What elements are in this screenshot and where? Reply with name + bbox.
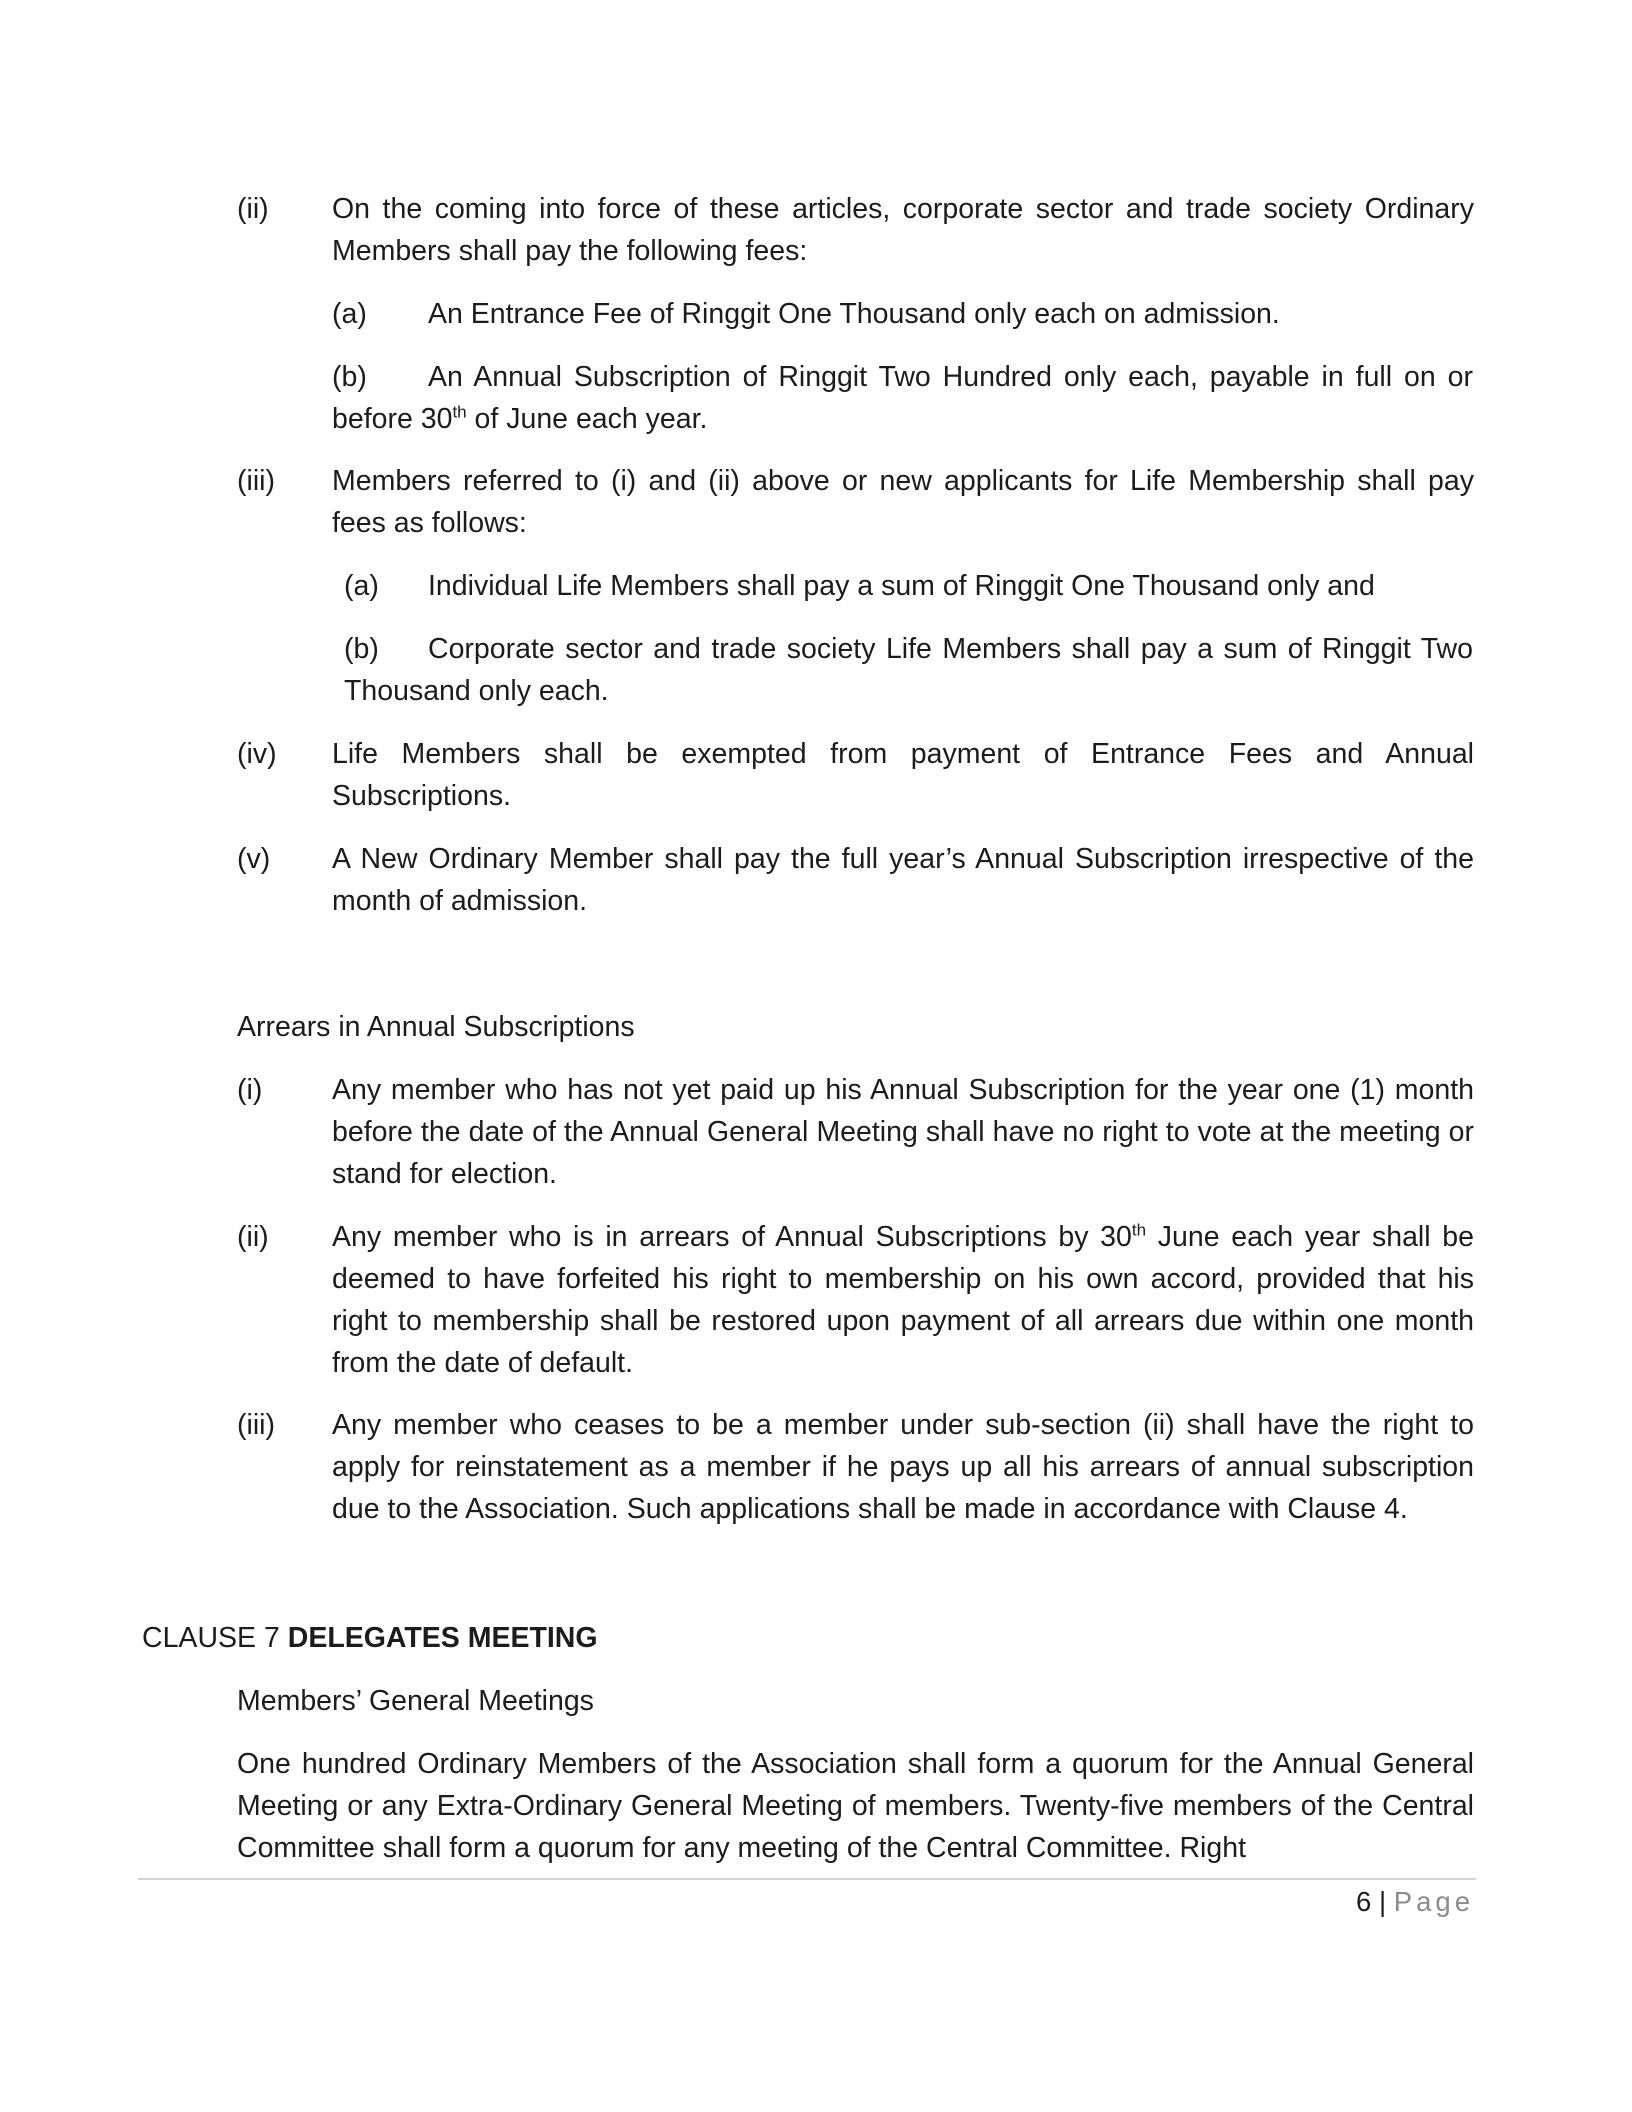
- footer-divider: [138, 1878, 1476, 1880]
- sub-text: Corporate sector and trade society Life Members shall pay a sum of Ringgit Two Thousand only each.: [344, 633, 1473, 707]
- item-marker: (v): [237, 843, 271, 875]
- fees-item-ii-sub-b: [332, 356, 1473, 440]
- footer-separator: |: [1378, 1886, 1387, 1917]
- item-text: Any member who has not yet paid up his Annual Subscription for the year one (1) month before the date of the Annual General Meeting shall have no right to vote at the meeting or stand for election.: [332, 1074, 1474, 1190]
- item-text: Members referred to (i) and (ii) above or new applicants for Life Membership shall pay fees as follows:: [332, 465, 1474, 539]
- sub-text: An Annual Subscription of Ringgit Two Hundred only each, payable in full on or before 30: [332, 361, 1473, 435]
- clause-heading: [142, 1617, 598, 1659]
- fees-item-iii: [237, 460, 1474, 544]
- item-marker: (iv): [237, 738, 277, 770]
- clause-prefix: CLAUSE 7: [142, 1622, 288, 1654]
- section-subheading: Members’ General Meetings: [237, 1685, 594, 1717]
- arrears-item-i: [237, 1069, 1474, 1195]
- fees-item-iii-sub-b: [344, 628, 1473, 712]
- sub-marker: (b): [332, 361, 367, 393]
- page-label: Page: [1393, 1886, 1474, 1917]
- fees-item-v: [237, 838, 1474, 922]
- item-text: A New Ordinary Member shall pay the full year’s Annual Subscription irrespective of the month of admission.: [332, 843, 1474, 917]
- arrears-item-iii: [237, 1404, 1474, 1530]
- item-marker: (ii): [237, 1221, 269, 1253]
- sub-marker: (a): [332, 298, 367, 330]
- quorum-paragraph: One hundred Ordinary Members of the Association shall form a quorum for the Annual General Meeting or any Extra-Ordinary General Meeting of members. Twenty-five members of the Central Committee shall form a quorum for any meeting of the Central Committee. Right: [237, 1748, 1474, 1864]
- sub-marker: (a): [344, 570, 379, 602]
- item-marker: (iii): [237, 465, 275, 497]
- item-marker: (i): [237, 1074, 263, 1106]
- item-text: Any member who ceases to be a member under sub-section (ii) shall have the right to apply for reinstatement as a member if he pays up all his arrears of annual subscription due to the Association. Such applications shall be made in accordance with Clause 4.: [332, 1409, 1474, 1525]
- item-text: Life Members shall be exempted from payment of Entrance Fees and Annual Subscriptions.: [332, 738, 1474, 812]
- clause-title: DELEGATES MEETING: [287, 1622, 598, 1654]
- superscript: th: [1131, 1220, 1147, 1240]
- item-text-tail: June each year shall be deemed to have forfeited his right to membership on his own accord, provided that his right to membership shall be restored upon payment of all arrears due within one month from the date of default.: [332, 1221, 1474, 1379]
- sub-marker: (b): [344, 633, 379, 665]
- page-footer: [1356, 1881, 1474, 1923]
- fees-item-iii-sub-a: [344, 565, 1473, 607]
- fees-item-iv: [237, 733, 1474, 817]
- item-text: [332, 1216, 1474, 1384]
- sub-text: An Entrance Fee of Ringgit One Thousand only each on admission.: [428, 298, 1280, 330]
- fees-item-ii: [237, 188, 1474, 272]
- item-text-head: Any member who is in arrears of Annual Subscriptions by 30: [332, 1221, 1132, 1253]
- page-number: 6: [1356, 1886, 1372, 1917]
- sub-text: Individual Life Members shall pay a sum of Ringgit One Thousand only and: [428, 570, 1375, 602]
- sub-text-tail: of June each year.: [466, 403, 708, 435]
- arrears-heading: Arrears in Annual Subscriptions: [237, 1011, 635, 1043]
- item-text: On the coming into force of these articles, corporate sector and trade society Ordinary Members shall pay the following fees:: [332, 193, 1474, 267]
- arrears-item-ii: [237, 1216, 1474, 1384]
- item-marker: (iii): [237, 1409, 275, 1441]
- fees-item-ii-sub-a: [332, 293, 1473, 335]
- item-marker: (ii): [237, 193, 269, 225]
- superscript: th: [452, 402, 467, 422]
